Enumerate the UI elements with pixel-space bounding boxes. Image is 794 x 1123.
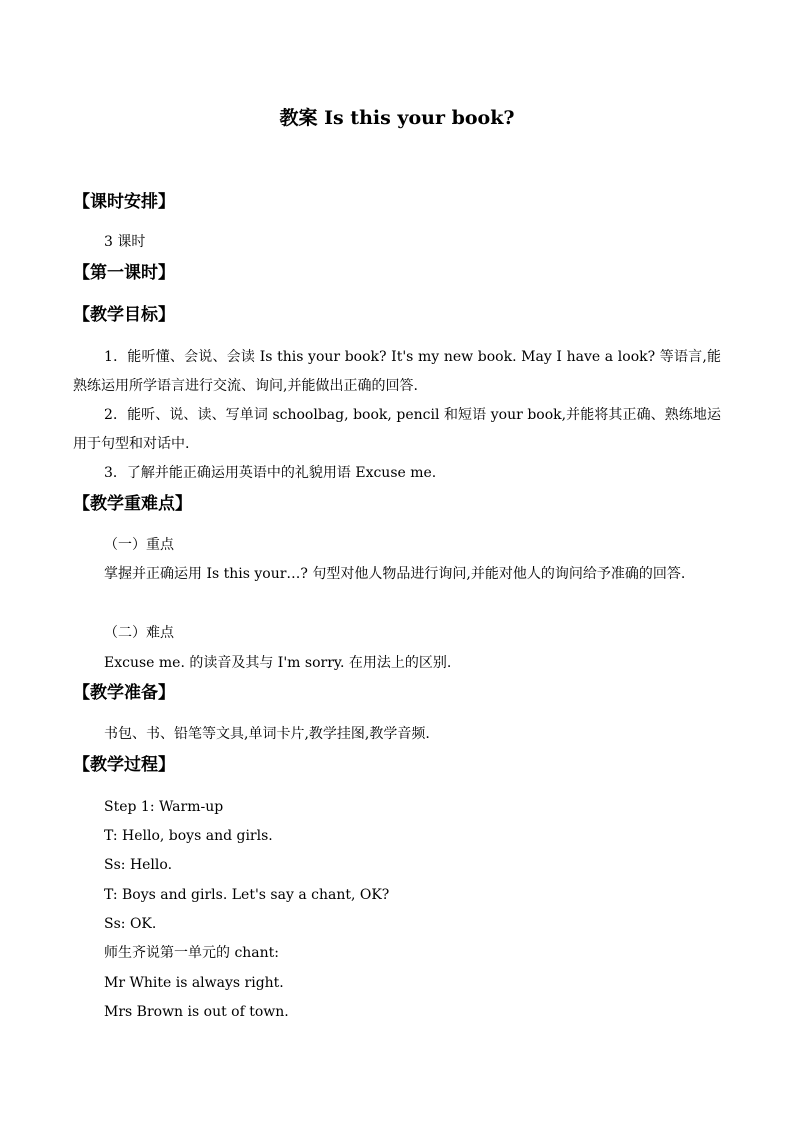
difficulty-text: Excuse me. 的读音及其与 I'm sorry. 在用法上的区别. [104,655,452,671]
objective-item-1: 1．能听懂、会说、会读 Is this your book? It's my new book. May I have a look? 等语言,能熟练运用所学语言进行交流、询问,并能做出正确的回答. [73,349,721,394]
difficulty-label: （二）难点 [104,625,174,641]
schedule-text: 3 课时 [104,234,146,250]
objective-item-3: 3．了解并能正确运用英语中的礼貌用语 Excuse me. [104,465,437,481]
heading-key-points: 【教学重难点】 [73,494,192,514]
process-line: Mrs Brown is out of town. [104,1004,289,1020]
heading-lesson1: 【第一课时】 [73,263,175,283]
heading-schedule: 【课时安排】 [73,192,175,212]
process-line: T: Boys and girls. Let's say a chant, OK? [104,887,390,903]
document-title: 教案 Is this your book? [279,107,515,129]
heading-preparation: 【教学准备】 [73,683,175,703]
focus-text: 掌握并正确运用 Is this your…? 句型对他人物品进行询问,并能对他人的询问给予准确的回答. [104,566,686,582]
process-line: T: Hello, boys and girls. [104,828,273,844]
process-line: Ss: OK. [104,916,157,932]
objective-item-2: 2．能听、说、读、写单词 schoolbag, book, pencil 和短语 your book,并能将其正确、熟练地运用于句型和对话中. [73,407,721,452]
process-line: Ss: Hello. [104,857,173,873]
process-line: Step 1: Warm-up [104,799,224,815]
focus-label: （一）重点 [104,537,174,553]
heading-process: 【教学过程】 [73,755,175,775]
preparation-text: 书包、书、铅笔等文具,单词卡片,教学挂图,教学音频. [104,726,430,742]
process-line: 师生齐说第一单元的 chant: [104,945,280,961]
process-line: Mr White is always right. [104,975,284,991]
heading-objectives: 【教学目标】 [73,305,175,325]
